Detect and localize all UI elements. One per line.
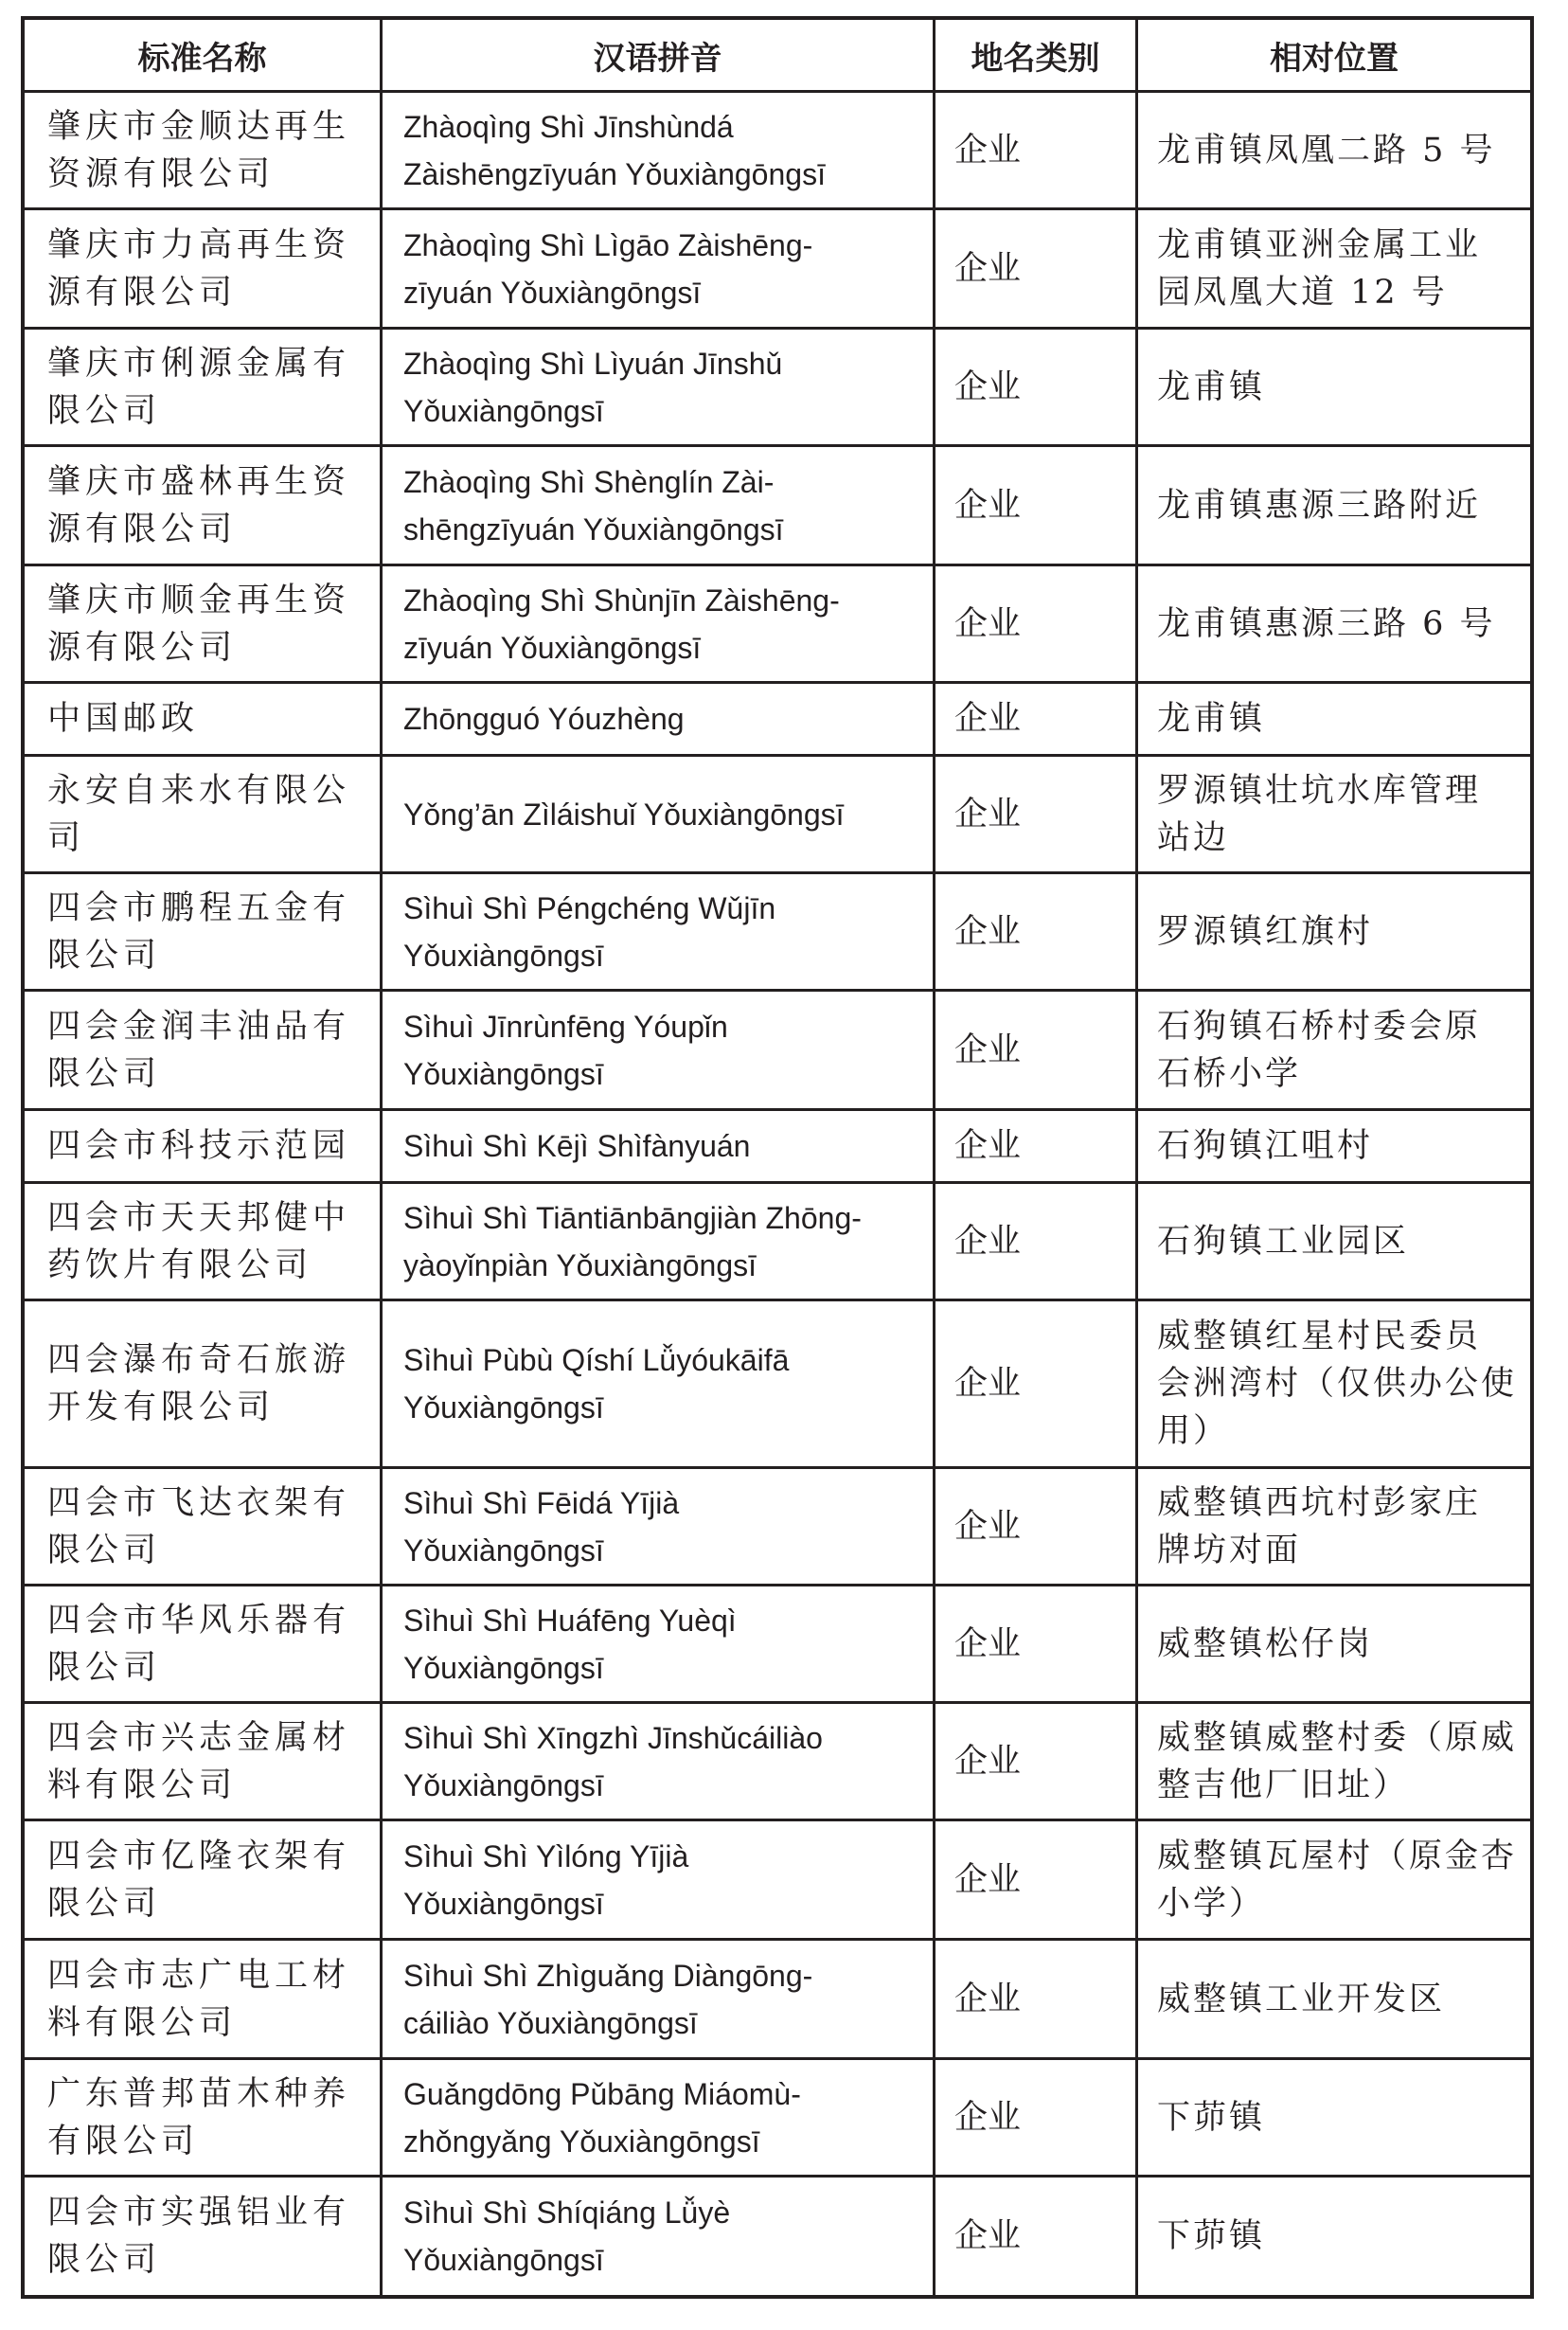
pinyin-cell-line: Yǒuxiàngōngsī: [403, 1056, 604, 1091]
pinyin-cell: [383, 757, 935, 874]
standard-name-cell: [25, 210, 383, 330]
category-cell-text: 企业: [954, 1860, 1022, 1899]
category-cell-text: 企业: [954, 1031, 1022, 1069]
standard-name-cell: [25, 2178, 383, 2295]
pinyin-cell-line: Yǒuxiàngōngsī: [403, 1650, 604, 1685]
standard-name-cell: [25, 1586, 383, 1704]
category-cell-text: 企业: [954, 367, 1022, 406]
pinyin-cell: [383, 2178, 935, 2295]
category-cell: [935, 1184, 1138, 1301]
location-cell: [1138, 684, 1530, 757]
standard-name-cell-line: 资源有限公司: [47, 154, 276, 193]
category-cell: [935, 874, 1138, 992]
location-cell-line: 下茆镇: [1157, 2098, 1266, 2137]
pinyin-cell: [383, 1111, 935, 1184]
pinyin-cell-line: Guǎngdōng Pǔbāng Miáomù-: [403, 2076, 801, 2111]
pinyin-cell-line: Zhàoqìng Shì Shènglín Zài-: [403, 464, 775, 499]
pinyin-cell: [383, 1469, 935, 1586]
standard-name-cell: [25, 1111, 383, 1184]
category-cell: [935, 1821, 1138, 1941]
standard-name-cell: [25, 874, 383, 992]
location-cell-line: 威整镇西坑村彭家庄: [1157, 1483, 1482, 1522]
pinyin-cell-line: yàoyǐnpiàn Yǒuxiàngōngsī: [403, 1247, 757, 1282]
pinyin-cell-line: Yǒuxiàngōngsī: [403, 1767, 604, 1802]
location-cell-line: 罗源镇壮坑水库管理: [1157, 771, 1482, 810]
standard-name-cell-line: 药饮片有限公司: [47, 1246, 313, 1284]
standard-name-cell: [25, 992, 383, 1111]
pinyin-cell-line: zhǒngyǎng Yǒuxiàngōngsī: [403, 2124, 760, 2159]
location-cell-line: 小学）: [1157, 1884, 1266, 1923]
category-cell-text: 企业: [954, 912, 1022, 951]
standard-name-cell-line: 限公司: [47, 1531, 162, 1569]
standard-name-cell-line: 四会市志广电工材: [47, 1956, 351, 1995]
header-label: 汉语拼音: [593, 39, 722, 78]
standard-name-cell-line: 限公司: [47, 1648, 162, 1687]
standard-name-cell: [25, 1184, 383, 1301]
standard-name-cell-line: 源有限公司: [47, 510, 238, 548]
standard-name-cell: [25, 684, 383, 757]
category-cell: [935, 93, 1138, 210]
location-cell: [1138, 330, 1530, 447]
pinyin-cell-line: Sìhuì Shì Zhìguǎng Diàngōng-: [403, 1958, 813, 1993]
pinyin-cell-line: Yǒuxiàngōngsī: [403, 393, 604, 428]
standard-name-cell-line: 四会市亿隆衣架有: [47, 1837, 351, 1875]
location-cell: [1138, 874, 1530, 992]
location-cell-line: 下茆镇: [1157, 2217, 1266, 2255]
category-cell: [935, 757, 1138, 874]
standard-name-cell-line: 广东普邦苗木种养: [47, 2074, 351, 2113]
location-cell: [1138, 1469, 1530, 1586]
header-label: 相对位置: [1270, 39, 1399, 78]
pinyin-cell: [383, 992, 935, 1111]
standard-name-cell: [25, 447, 383, 566]
standard-name-cell-line: 肇庆市俐源金属有: [47, 344, 351, 383]
location-cell: [1138, 1111, 1530, 1184]
header-pinyin: [383, 20, 935, 93]
pinyin-cell-line: Yǒuxiàngōngsī: [403, 1390, 604, 1425]
category-cell-text: 企业: [954, 249, 1022, 288]
location-cell-line: 龙甫镇亚洲金属工业: [1157, 225, 1482, 264]
category-cell: [935, 1704, 1138, 1821]
pinyin-cell: [383, 2060, 935, 2178]
category-cell: [935, 1469, 1138, 1586]
category-cell-text: 企业: [954, 1980, 1022, 2018]
header-label: 标准名称: [137, 39, 267, 78]
category-cell-text: 企业: [954, 486, 1022, 525]
location-cell-line: 龙甫镇惠源三路 6 号: [1157, 604, 1496, 643]
location-cell: [1138, 1184, 1530, 1301]
category-cell-text: 企业: [954, 2217, 1022, 2255]
category-cell-text: 企业: [954, 1742, 1022, 1781]
location-cell-line: 整吉他厂旧址）: [1157, 1765, 1410, 1804]
pinyin-cell: [383, 684, 935, 757]
standard-name-cell-line: 肇庆市顺金再生资: [47, 581, 351, 619]
standard-name-cell: [25, 566, 383, 684]
location-cell: [1138, 2178, 1530, 2295]
location-cell: [1138, 757, 1530, 874]
location-cell: [1138, 1301, 1530, 1469]
location-cell-line: 石桥小学: [1157, 1054, 1302, 1093]
category-cell-text: 企业: [954, 1365, 1022, 1403]
standard-name-cell-line: 限公司: [47, 1884, 162, 1923]
pinyin-cell-line: Sìhuì Shì Xīngzhì Jīnshǔcáiliào: [403, 1720, 823, 1755]
category-cell-text: 企业: [954, 1222, 1022, 1261]
pinyin-cell-line: cáiliào Yǒuxiàngōngsī: [403, 2005, 698, 2040]
pinyin-cell: [383, 447, 935, 566]
standard-name-cell: [25, 1469, 383, 1586]
standard-name-cell-line: 四会市天天邦健中: [47, 1198, 351, 1237]
category-cell: [935, 1941, 1138, 2060]
standard-name-cell: [25, 330, 383, 447]
pinyin-cell-line: Yǒuxiàngōngsī: [403, 1532, 604, 1568]
category-cell: [935, 2060, 1138, 2178]
category-cell: [935, 1586, 1138, 1704]
pinyin-cell-line: Zhōngguó Yóuzhèng: [403, 702, 685, 736]
standard-name-cell-line: 限公司: [47, 1054, 162, 1093]
pinyin-cell: [383, 1821, 935, 1941]
standard-name-cell: [25, 1821, 383, 1941]
pinyin-cell-line: Zhàoqìng Shì Lìgāo Zàishēng-: [403, 227, 813, 262]
pinyin-cell-line: Sìhuì Shì Yìlóng Yījià: [403, 1838, 689, 1873]
standard-name-cell-line: 料有限公司: [47, 1765, 238, 1804]
pinyin-cell-line: Sìhuì Shì Fēidá Yījià: [403, 1485, 680, 1520]
standard-name-cell-line: 料有限公司: [47, 2003, 238, 2042]
location-cell-line: 牌坊对面: [1157, 1531, 1302, 1569]
standard-name-cell-line: 开发有限公司: [47, 1389, 276, 1426]
pinyin-cell: [383, 1184, 935, 1301]
standard-name-cell-line: 四会市飞达衣架有: [47, 1483, 351, 1522]
pinyin-cell: [383, 1301, 935, 1469]
pinyin-cell: [383, 330, 935, 447]
location-cell-line: 威整镇威整村委（原威: [1157, 1718, 1518, 1757]
standard-name-cell: [25, 2060, 383, 2178]
pinyin-cell-line: Yǒng’ān Zìláishuǐ Yǒuxiàngōngsī: [403, 797, 845, 832]
standard-name-cell-line: 永安自来水有限公: [47, 771, 351, 810]
standard-name-cell-line: 肇庆市盛林再生资: [47, 462, 351, 501]
pinyin-cell-line: Sìhuì Shì Kējì Shìfànyuán: [403, 1129, 751, 1163]
standard-name-cell-line: 四会金润丰油品有: [47, 1007, 351, 1046]
location-cell-line: 园凤凰大道 12 号: [1157, 273, 1448, 312]
pinyin-cell-line: Sìhuì Shì Tiāntiānbāngjiàn Zhōng-: [403, 1200, 862, 1235]
pinyin-cell-line: shēngzīyuán Yǒuxiàngōngsī: [403, 511, 784, 547]
pinyin-cell-line: Sìhuì Shì Shíqiáng Lǚyè: [403, 2196, 731, 2230]
standard-name-cell-line: 四会市兴志金属材: [47, 1718, 351, 1757]
category-cell-text: 企业: [954, 604, 1022, 643]
category-cell: [935, 447, 1138, 566]
standard-name-cell-line: 四会市华风乐器有: [47, 1601, 351, 1640]
standard-name-cell-line: 四会市鹏程五金有: [47, 888, 351, 927]
category-cell: [935, 684, 1138, 757]
pinyin-cell-line: Zhàoqìng Shì Shùnjīn Zàishēng-: [403, 582, 840, 618]
category-cell: [935, 210, 1138, 330]
location-cell: [1138, 1821, 1530, 1941]
pinyin-cell: [383, 1941, 935, 2060]
standard-name-cell: [25, 757, 383, 874]
standard-name-cell-line: 中国邮政: [47, 700, 200, 738]
pinyin-cell: [383, 1586, 935, 1704]
category-cell-text: 企业: [954, 795, 1022, 833]
location-cell-line: 龙甫镇: [1157, 367, 1266, 406]
standard-name-cell-line: 限公司: [47, 936, 162, 975]
category-cell: [935, 2178, 1138, 2295]
standard-name-cell: [25, 93, 383, 210]
pinyin-cell: [383, 93, 935, 210]
standard-name-cell-line: 肇庆市金顺达再生: [47, 107, 351, 146]
location-cell-line: 威整镇工业开发区: [1157, 1980, 1446, 2018]
pinyin-cell-line: Zhàoqìng Shì Jīnshùndá: [403, 109, 734, 144]
standard-name-cell-line: 限公司: [47, 391, 162, 430]
pinyin-cell-line: Yǒuxiàngōngsī: [403, 938, 604, 973]
standard-name-cell: [25, 1301, 383, 1469]
pinyin-cell: [383, 210, 935, 330]
location-cell-line: 罗源镇红旗村: [1157, 912, 1374, 951]
standard-name-cell-line: 肇庆市力高再生资: [47, 225, 351, 264]
standard-name-cell-line: 四会市科技示范园: [47, 1127, 351, 1165]
pinyin-cell-line: Yǒuxiàngōngsī: [403, 1886, 604, 1921]
pinyin-cell: [383, 566, 935, 684]
header-category: [935, 20, 1138, 93]
category-cell-text: 企业: [954, 1127, 1022, 1165]
category-cell: [935, 330, 1138, 447]
pinyin-cell-line: Sìhuì Shì Péngchéng Wǔjīn: [403, 890, 776, 925]
pinyin-cell-line: zīyuán Yǒuxiàngōngsī: [403, 275, 702, 310]
location-cell: [1138, 2060, 1530, 2178]
location-cell: [1138, 1941, 1530, 2060]
location-cell: [1138, 210, 1530, 330]
category-cell-text: 企业: [954, 1624, 1022, 1663]
standard-name-cell-line: 源有限公司: [47, 628, 238, 667]
location-cell: [1138, 992, 1530, 1111]
pinyin-cell-line: Sìhuì Jīnrùnfēng Yóupǐn: [403, 1009, 728, 1044]
location-cell: [1138, 447, 1530, 566]
standard-name-cell: [25, 1941, 383, 2060]
location-cell-line: 威整镇红星村民委员: [1157, 1317, 1482, 1355]
location-cell-line: 石狗镇工业园区: [1157, 1222, 1410, 1261]
location-cell: [1138, 1586, 1530, 1704]
location-cell-line: 龙甫镇: [1157, 700, 1266, 738]
header-location: [1138, 20, 1530, 93]
category-cell-text: 企业: [954, 2098, 1022, 2137]
header-standard-name: [25, 20, 383, 93]
category-cell-text: 企业: [954, 700, 1022, 738]
pinyin-cell-line: Zhàoqìng Shì Lìyuán Jīnshǔ: [403, 346, 783, 381]
category-cell: [935, 992, 1138, 1111]
standard-name-cell: [25, 1704, 383, 1821]
standard-name-cell-line: 有限公司: [47, 2122, 200, 2160]
location-cell-line: 龙甫镇惠源三路附近: [1157, 486, 1482, 525]
place-name-table: [21, 16, 1534, 2299]
location-cell-line: 龙甫镇凤凰二路 5 号: [1157, 131, 1496, 170]
location-cell-line: 石狗镇江咀村: [1157, 1127, 1374, 1165]
category-cell: [935, 1301, 1138, 1469]
pinyin-cell: [383, 1704, 935, 1821]
location-cell-line: 会洲湾村（仅供办公使: [1157, 1365, 1518, 1403]
standard-name-cell-line: 源有限公司: [47, 273, 238, 312]
header-label: 地名类别: [971, 39, 1100, 78]
standard-name-cell-line: 四会市实强铝业有: [47, 2194, 351, 2231]
location-cell: [1138, 93, 1530, 210]
location-cell: [1138, 1704, 1530, 1821]
pinyin-cell-line: Sìhuì Pùbù Qíshí Lǚyóukāifā: [403, 1343, 790, 1377]
location-cell: [1138, 566, 1530, 684]
pinyin-cell-line: Sìhuì Shì Huáfēng Yuèqì: [403, 1603, 737, 1638]
category-cell: [935, 566, 1138, 684]
location-cell-line: 站边: [1157, 818, 1230, 857]
category-cell: [935, 1111, 1138, 1184]
standard-name-cell-line: 司: [47, 818, 86, 857]
category-cell-text: 企业: [954, 131, 1022, 170]
pinyin-cell-line: Yǒuxiàngōngsī: [403, 2243, 604, 2277]
pinyin-cell-line: zīyuán Yǒuxiàngōngsī: [403, 630, 702, 665]
location-cell-line: 用）: [1157, 1412, 1230, 1450]
pinyin-cell-line: Zàishēngzīyuán Yǒuxiàngōngsī: [403, 156, 826, 191]
location-cell-line: 威整镇瓦屋村（原金杏: [1157, 1837, 1518, 1875]
standard-name-cell-line: 限公司: [47, 2241, 162, 2279]
location-cell-line: 威整镇松仔岗: [1157, 1624, 1374, 1663]
pinyin-cell: [383, 874, 935, 992]
standard-name-cell-line: 四会瀑布奇石旅游: [47, 1341, 351, 1379]
location-cell-line: 石狗镇石桥村委会原: [1157, 1007, 1482, 1046]
category-cell-text: 企业: [954, 1507, 1022, 1546]
